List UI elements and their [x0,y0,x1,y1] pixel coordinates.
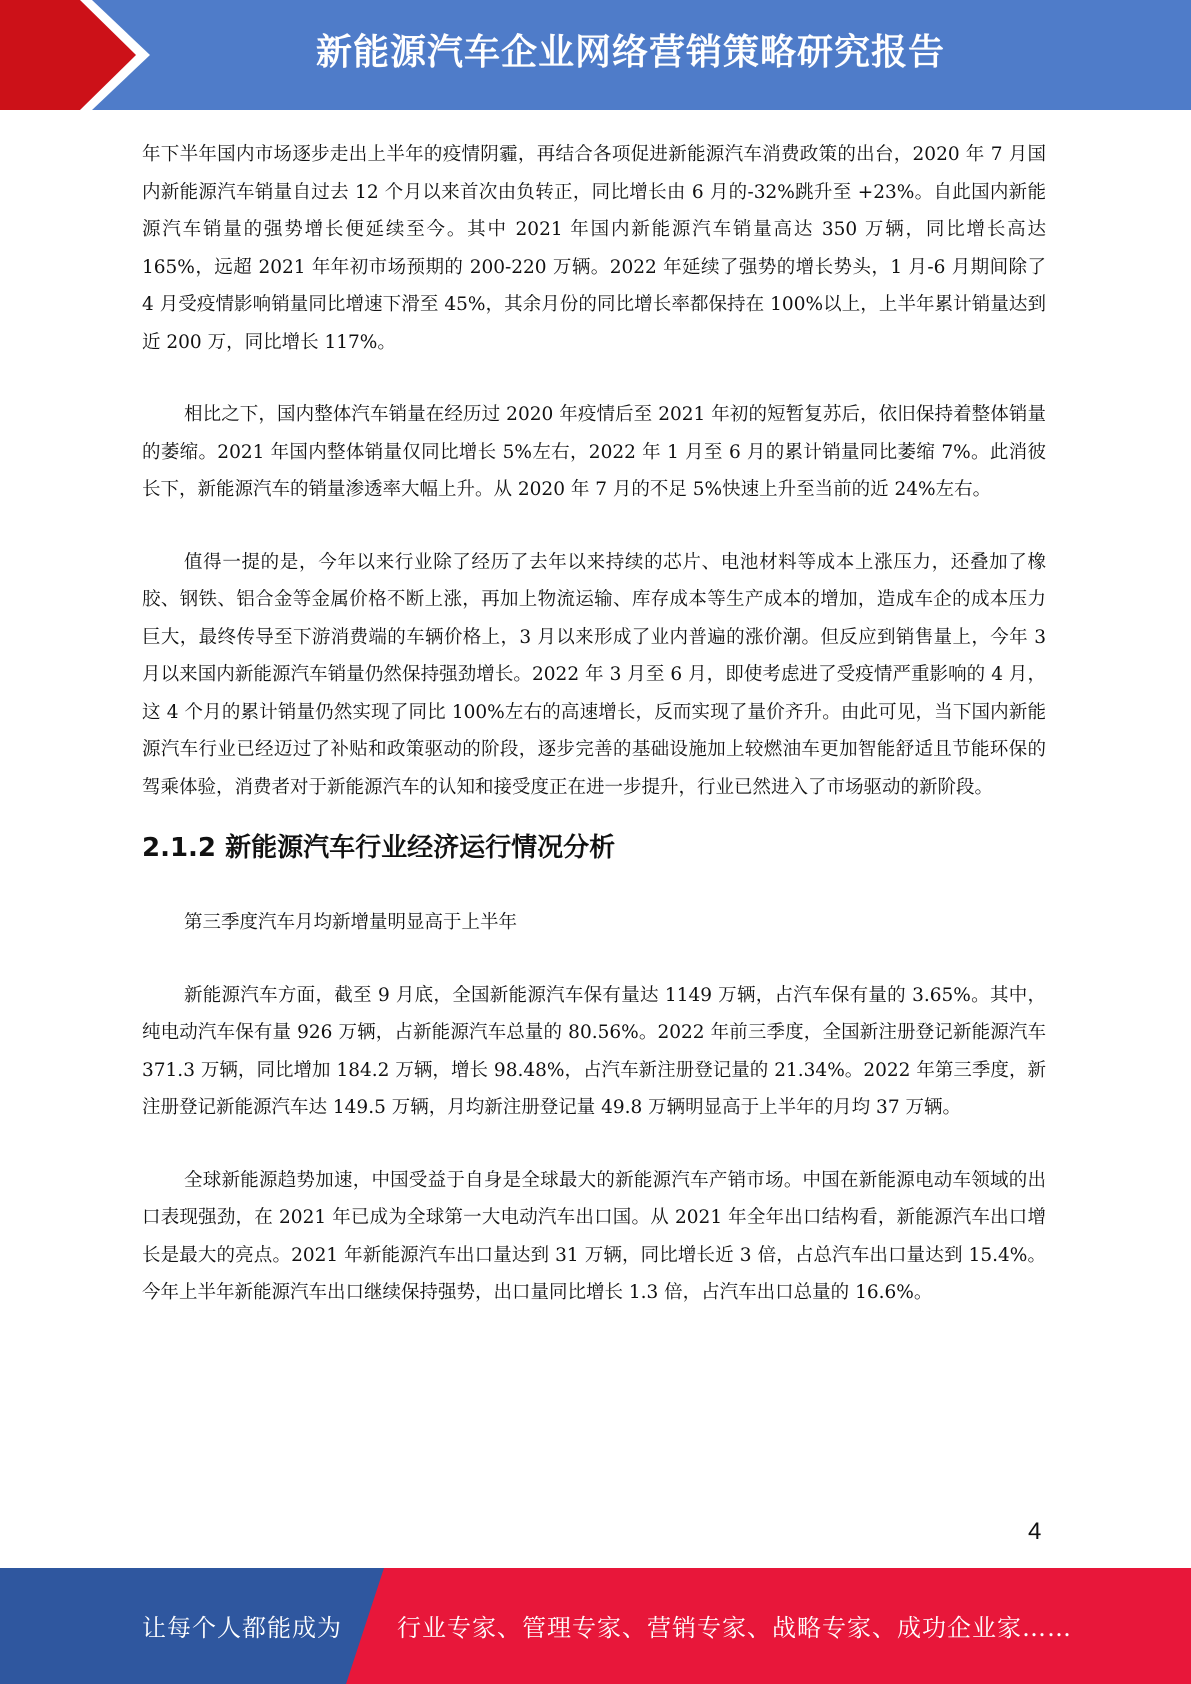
footer-slogan: 让每个人都能成为 [142,1614,342,1642]
page-footer [0,1568,1191,1684]
section-heading: 2.1.2 新能源汽车行业经济运行情况分析 [142,833,616,863]
paragraph-overall-sales: 相比之下，国内整体汽车销量在经历过 2020 年疫情后至 2021 年初的短暂复苏后，依旧保持着整体销量的萎缩。2021 年国内整体销量仅同比增长 5%左右，2022 年 1 月至 6 月的累计销量同比萎缩 7%。此消彼长下，新能源汽车的销量渗透率大幅上升。从 2020 年 7 月的不足 5%快速上升至当前的近 24%左右。 [142,404,1046,500]
document-body [142,136,1046,1312]
footer-roles: 行业专家、管理专家、营销专家、战略专家、成功企业家…… [397,1614,1072,1642]
paragraph-exports: 全球新能源趋势加速，中国受益于自身是全球最大的新能源汽车产销市场。中国在新能源电动车领域的出口表现强劲，在 2021 年已成为全球第一大电动汽车出口国。从 2021 年全年出口结构看，新能源汽车出口增长是最大的亮点。2021 年新能源汽车出口量达到 31 万辆，同比增长近 3 倍，占总汽车出口量达到 15.4%。今年上半年新能源汽车出口继续保持强势，出口量同比增长 1.3 倍，占汽车出口总量的 16.6%。 [142,1169,1046,1303]
paragraph-sales-growth: 年下半年国内市场逐步走出上半年的疫情阴霾，再结合各项促进新能源汽车消费政策的出台，2020 年 7 月国内新能源汽车销量自过去 12 个月以来首次由负转正，同比增长由 6 月的-32%跳升至 +23%。自此国内新能源汽车销量的强势增长便延续至今。其中 2021 年国内新能源汽车销量高达 350 万辆，同比增长高达 165%，远超 2021 年年初市场预期的 200-220 万辆。2022 年延续了强势的增长势头，1 月-6 月期间除了 4 月受疫情影响销量同比增速下滑至 45%，其余月份的同比增长率都保持在 100%以上，上半年累计销量达到近 200 万，同比增长 117%。 [142,144,1046,353]
paragraph-cost-pressure: 值得一提的是，今年以来行业除了经历了去年以来持续的芯片、电池材料等成本上涨压力，还叠加了橡胶、钢铁、铝合金等金属价格不断上涨，再加上物流运输、库存成本等生产成本的增加，造成车企的成本压力巨大，最终传导至下游消费端的车辆价格上，3 月以来形成了业内普遍的涨价潮。但反应到销售量上，今年 3 月以来国内新能源汽车销量仍然保持强劲增长。2022 年 3 月至 6 月，即使考虑进了受疫情严重影响的 4 月，这 4 个月的累计销量仍然实现了同比 100%左右的高速增长，反而实现了量价齐升。由此可见，当下国内新能源汽车行业已经迈过了补贴和政策驱动的阶段，逐步完善的基础设施加上较燃油车更加智能舒适且节能环保的驾乘体验，消费者对于新能源汽车的认知和接受度正在进一步提升，行业已然进入了市场驱动的新阶段。 [142,551,1046,798]
document-title: 新能源汽车企业网络营销策略研究报告 [315,32,945,73]
page-header [0,0,1191,110]
page-number: 4 [1028,1518,1042,1545]
paragraph-ownership: 新能源汽车方面，截至 9 月底，全国新能源汽车保有量达 1149 万辆，占汽车保有量的 3.65%。其中，纯电动汽车保有量 926 万辆，占新能源汽车总量的 80.56%。2022 年前三季度，全国新注册登记新能源汽车 371.3 万辆，同比增加 184.2 万辆，增长 98.48%，占汽车新注册登记量的 21.34%。2022 年第三季度，新注册登记新能源汽车达 149.5 万辆，月均新注册登记量 49.8 万辆明显高于上半年的月均 37 万辆。 [142,984,1046,1118]
paragraph-q3-subtitle: 第三季度汽车月均新增量明显高于上半年 [184,912,518,933]
